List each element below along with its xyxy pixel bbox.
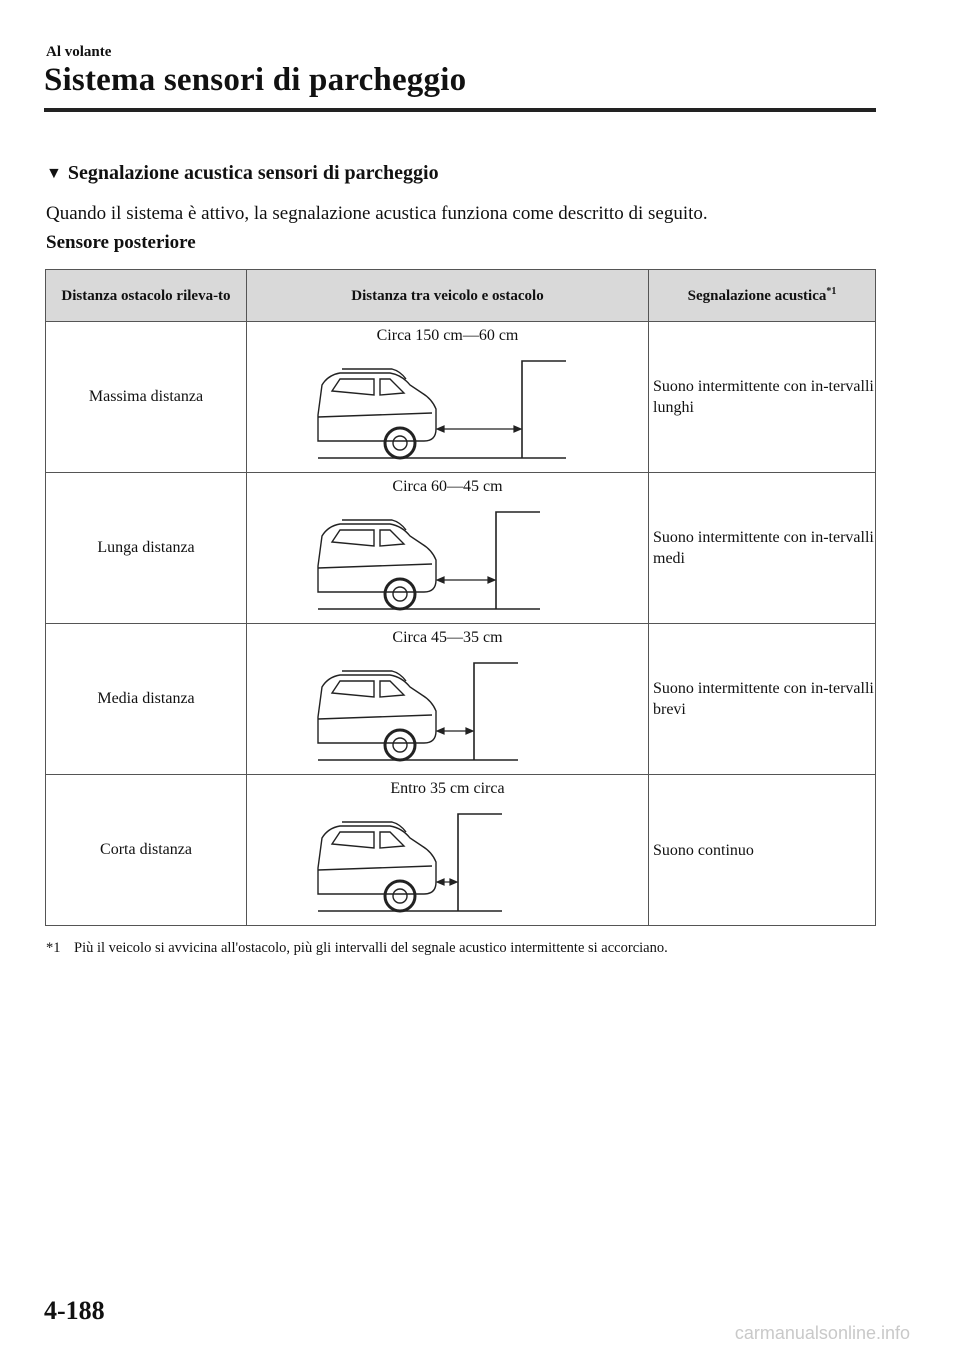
- distance-arrow: [437, 879, 457, 885]
- distance-label: Circa 150 cm―60 cm: [376, 327, 519, 344]
- page-title: Sistema sensori di parcheggio: [44, 62, 467, 98]
- car-distance-diagram: [298, 798, 598, 918]
- title-divider: [44, 108, 876, 112]
- distance-label: Circa 45―35 cm: [392, 629, 503, 646]
- distance-arrow: [437, 577, 495, 583]
- car-distance-diagram: [298, 496, 598, 616]
- distance-cell: [247, 624, 649, 775]
- footnote-ref: *1: [826, 285, 837, 297]
- sub-heading: Sensore posteriore: [46, 232, 196, 253]
- range-cell: Massima distanza: [46, 322, 247, 473]
- table-row: [46, 624, 876, 775]
- range-cell: Corta distanza: [46, 775, 247, 926]
- distance-cell: [247, 775, 649, 926]
- car-icon: [318, 369, 436, 458]
- sensor-table: [45, 269, 876, 926]
- car-distance-diagram: [298, 647, 598, 767]
- breadcrumb: Al volante: [46, 44, 112, 60]
- sound-cell: Suono intermittente con in-tervalli brevi: [649, 624, 876, 775]
- obstacle-wall: [522, 361, 566, 458]
- distance-label: Circa 60―45 cm: [392, 478, 503, 495]
- header-distance: Distanza tra veicolo e ostacolo: [247, 270, 649, 322]
- table-header-row: [46, 270, 876, 322]
- header-sound: Segnalazione acustica$^{*1}$: [649, 270, 876, 322]
- table-row: [46, 322, 876, 473]
- distance-cell: [247, 473, 649, 624]
- sound-cell: Suono intermittente con in-tervalli medi: [649, 473, 876, 624]
- obstacle-wall: [458, 814, 502, 911]
- range-cell: Media distanza: [46, 624, 247, 775]
- intro-paragraph: Quando il sistema è attivo, la segnalazione acustica funziona come descritto di seguito.: [46, 203, 708, 224]
- distance-arrow: [437, 426, 521, 432]
- distance-label: Entro 35 cm circa: [390, 780, 505, 797]
- table-row: [46, 775, 876, 926]
- section-heading: [46, 162, 439, 185]
- page-number: 4-188: [44, 1296, 105, 1325]
- car-icon: [318, 520, 436, 609]
- obstacle-wall: [496, 512, 540, 609]
- car-icon: [318, 822, 436, 911]
- section-heading-text: Segnalazione acustica sensori di parcheggio: [67, 162, 439, 184]
- triangle-down-icon: ▼: [46, 165, 62, 182]
- range-cell: Lunga distanza: [46, 473, 247, 624]
- footnote: [46, 940, 886, 957]
- car-icon: [318, 671, 436, 760]
- footnote-text: Più il veicolo si avvicina all'ostacolo, più gli intervalli del segnale acustico intermittente si accorciano.: [74, 940, 668, 956]
- distance-cell: [247, 322, 649, 473]
- obstacle-wall: [474, 663, 518, 760]
- sound-cell: Suono intermittente con in-tervalli lunghi: [649, 322, 876, 473]
- sound-cell: Suono continuo: [649, 775, 876, 926]
- table-row: [46, 473, 876, 624]
- header-range: Distanza ostacolo rileva-to: [46, 270, 247, 322]
- watermark: carmanualsonline.info: [734, 1323, 910, 1343]
- footnote-mark: *1: [46, 940, 61, 956]
- distance-arrow: [437, 728, 473, 734]
- car-distance-diagram: [298, 345, 598, 465]
